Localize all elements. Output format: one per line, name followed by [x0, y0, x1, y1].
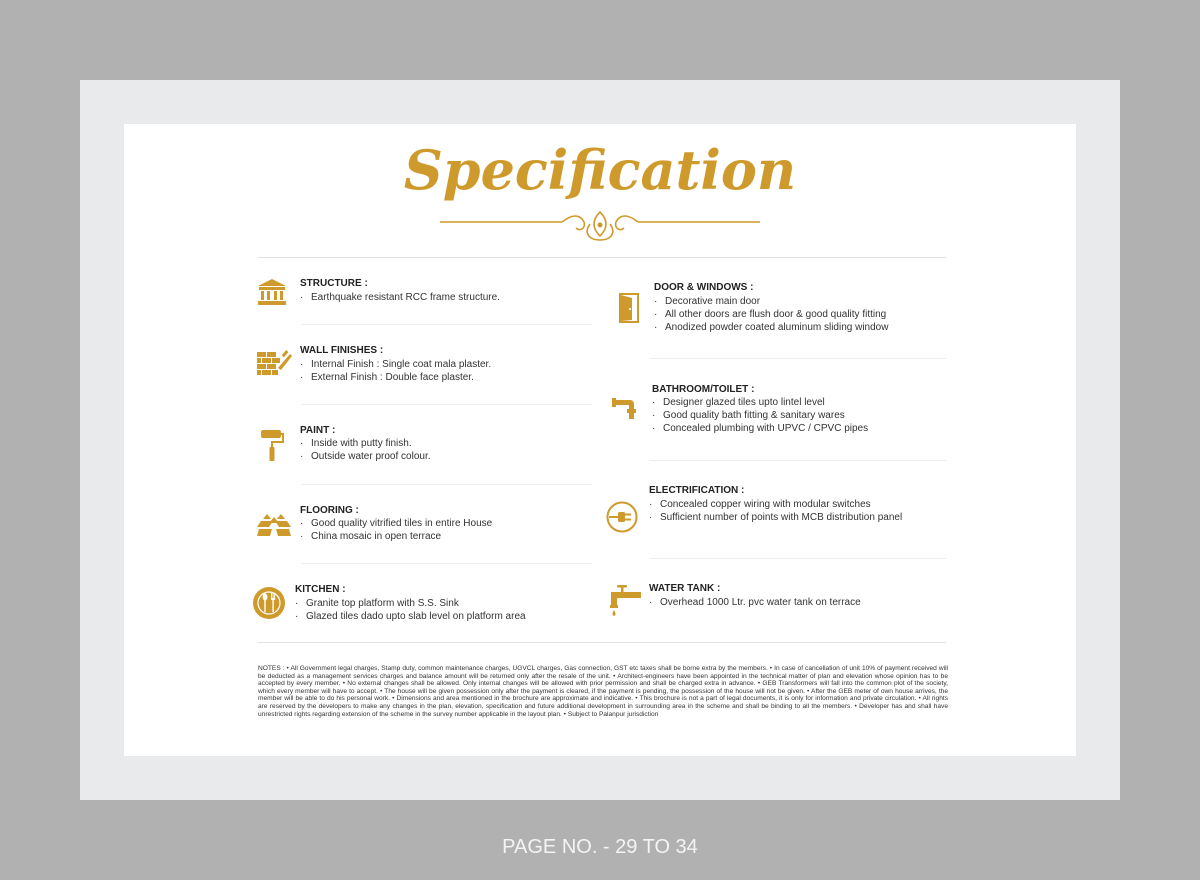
brick-wall-trowel-icon [256, 348, 292, 376]
spec-title: ELECTRIFICATION : [649, 485, 745, 496]
spec-list [649, 596, 861, 609]
spec-list [300, 437, 431, 463]
list-item: · Internal Finish : Single coat mala plaster. [300, 358, 491, 371]
spec-title: STRUCTURE : [300, 278, 368, 289]
page-title: Specification [403, 138, 797, 202]
list-item: · Good quality vitrified tiles in entire House [300, 517, 492, 530]
electric-plug-icon [606, 501, 638, 533]
pipe-fitting-icon [612, 396, 636, 420]
spec-list [300, 358, 491, 384]
flourish-divider-icon [440, 208, 760, 244]
list-item: · External Finish : Double face plaster. [300, 371, 491, 384]
list-item: · Overhead 1000 Ltr. pvc water tank on terrace [649, 596, 861, 609]
bottom-divider [258, 642, 946, 643]
paint-roller-icon [260, 428, 286, 462]
list-item: · Concealed copper wiring with modular switches [649, 498, 902, 511]
notes-text: NOTES : • All Government legal charges, Stamp duty, common maintenance charges, UGVCL charges, Gas connection, GST etc taxes shall be borne extra by the members. • In case of cancellation of unit 10% of payment received will be deducted as a management services charges and balance amount will be returned only after the resale of the unit. • Architect-engineers have been appointed in the technical matter of plan and elevation whose opinion has to be accepted by every member. • No external changes shall be allowed. Only internal changes will be allowed with prior permission and shall be charged extra in advance. • GEB Transformers will fall into the common plot of the society, which every member will have to accept. • The house will be given possession only after the payment is cleared, if the payment is pending, the possession of the house will not be given. • After the GEB meter of own house arrives, the member will be able to do his personal work. • Dimensions and area mentioned in the brochure are approximate and indicative. • This brochure is not a part of legal documents, it is only for information and private circulation. • All rights are reserved by the developers to make any changes in the plan, elevation, specification and future additional development in surrounding area in the scheme and shall be binding to all the members. • Developer has and shall have unrestricted rights regarding extension of the scheme in the survey number applicable in the layout plan. • Subject to Palanpur jurisdiction [258, 665, 948, 718]
spec-list [649, 498, 902, 524]
row-divider [650, 460, 946, 461]
list-item: · China mosaic in open terrace [300, 530, 492, 543]
list-item: · Decorative main door [654, 295, 888, 308]
list-item: · Concealed plumbing with UPVC / CPVC pipes [652, 422, 868, 435]
spec-list [295, 597, 526, 623]
list-item: · Good quality bath fitting & sanitary wares [652, 409, 868, 422]
list-item: · All other doors are flush door & good quality fitting [654, 308, 888, 321]
page-frame [80, 80, 1120, 800]
list-item: · Outside water proof colour. [300, 450, 431, 463]
pillars-building-icon [257, 278, 287, 306]
list-item: · Anodized powder coated aluminum sliding window [654, 321, 888, 334]
spec-list [654, 295, 888, 334]
spec-title: BATHROOM/TOILET : [652, 384, 755, 395]
row-divider [302, 404, 592, 405]
list-item: · Glazed tiles dado upto slab level on platform area [295, 610, 526, 623]
row-divider [302, 563, 592, 564]
list-item: · Designer glazed tiles upto lintel level [652, 396, 868, 409]
spoon-fork-plate-icon [252, 586, 286, 620]
spec-list [652, 396, 868, 435]
row-divider [650, 558, 946, 559]
row-divider [302, 324, 592, 325]
spec-list [300, 291, 500, 304]
row-divider [302, 484, 592, 485]
page-number: PAGE NO. - 29 TO 34 [502, 836, 698, 858]
spec-title: PAINT : [300, 425, 336, 436]
list-item: · Granite top platform with S.S. Sink [295, 597, 526, 610]
water-tap-icon [607, 583, 641, 619]
spec-title: DOOR & WINDOWS : [654, 282, 754, 293]
door-icon [618, 292, 640, 324]
spec-list [300, 517, 492, 543]
brochure-sheet [124, 124, 1076, 756]
list-item: · Inside with putty finish. [300, 437, 431, 450]
spec-title: WATER TANK : [649, 583, 721, 594]
row-divider [650, 358, 946, 359]
spec-title: KITCHEN : [295, 584, 346, 595]
top-divider [258, 257, 946, 258]
spec-title: WALL FINISHES : [300, 345, 384, 356]
spec-title: FLOORING : [300, 505, 359, 516]
list-item: · Sufficient number of points with MCB distribution panel [649, 511, 902, 524]
floor-tiles-icon [257, 513, 291, 537]
list-item: · Earthquake resistant RCC frame structure. [300, 291, 500, 304]
